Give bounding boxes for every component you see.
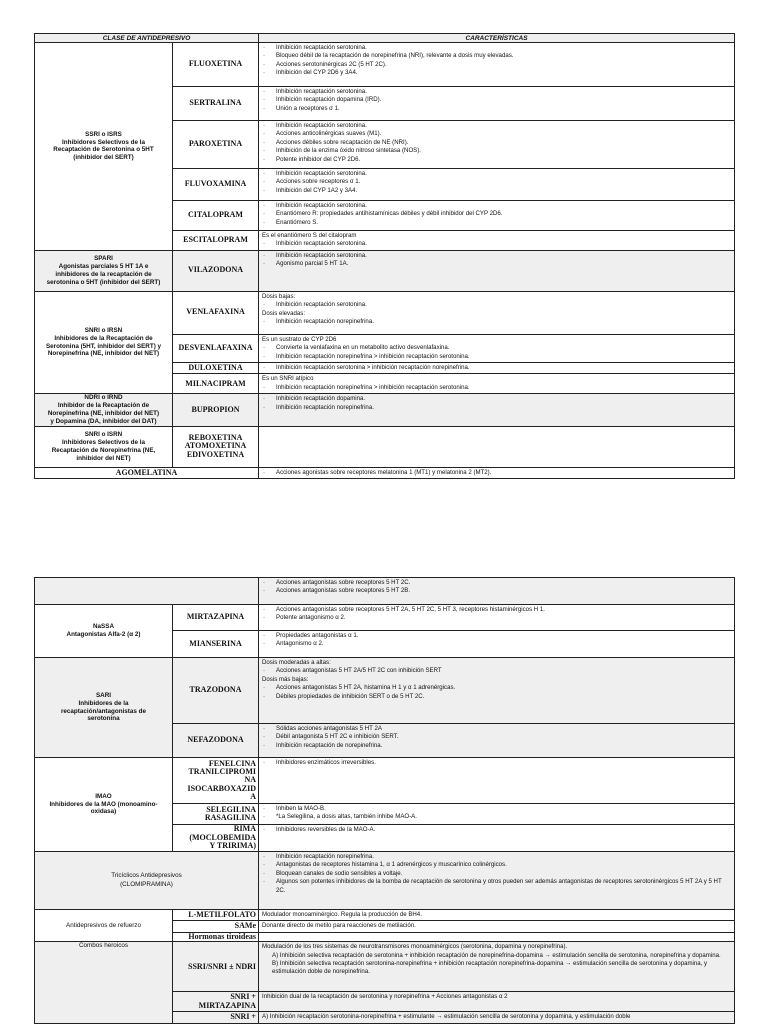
characteristic-item: · Inhibición recaptación serotonina > inhibición recaptación norepinefrina. bbox=[262, 364, 731, 372]
characteristic-item: · Acciones débiles sobre recaptación de NE (NRI). bbox=[262, 139, 731, 147]
drug-name bbox=[173, 363, 259, 374]
class-line: inhibidores de la recaptación de bbox=[55, 270, 152, 278]
class-line: Recaptación de Norepinefrina (NE, bbox=[51, 446, 156, 454]
drug-name-line: A bbox=[250, 792, 256, 802]
drug-name bbox=[173, 758, 259, 804]
characteristics-cell bbox=[259, 804, 735, 825]
drug-name-text: CITALOPRAM bbox=[188, 210, 243, 220]
class-line: Recaptación de Serotonina o 5HT bbox=[53, 146, 154, 154]
table-row bbox=[35, 910, 735, 921]
characteristic-item: · Débiles propiedades de inhibición SERT o de 5 HT 2C. bbox=[262, 693, 731, 701]
characteristic-item: · Inhibición recaptación norepinefrina. bbox=[262, 404, 731, 412]
characteristics-cell bbox=[259, 921, 735, 932]
class-line: Norepinefrina (NE, inhibidor del NET) bbox=[47, 350, 160, 358]
class-line: Norepinefrina (NE, inhibidor del NET) bbox=[47, 410, 160, 418]
class-line: oxidasa) bbox=[90, 808, 117, 816]
antidepressant-table-1 bbox=[34, 33, 735, 479]
characteristic-item: · Acciones sobre receptores σ 1. bbox=[262, 178, 731, 186]
class-cell bbox=[35, 43, 173, 251]
class-cell bbox=[35, 942, 173, 1023]
drug-name bbox=[173, 231, 259, 251]
characteristics-list bbox=[262, 344, 731, 361]
characteristics-cell bbox=[259, 231, 735, 251]
class-cell bbox=[35, 605, 173, 658]
drug-name bbox=[173, 804, 259, 825]
characteristics-list bbox=[262, 395, 731, 412]
characteristic-intro: Dosis más bajas: bbox=[262, 675, 309, 683]
characteristic-item: · Acciones anticolinérgicas suaves (M1). bbox=[262, 130, 731, 138]
characteristic-item: · Agonismo parcial 5 HT 1A. bbox=[262, 260, 731, 268]
drug-name-text: ESCITALOPRAM bbox=[183, 235, 248, 244]
class-line: Inhibidores de la MAO (monoamino- bbox=[49, 800, 158, 808]
characteristics-list bbox=[262, 684, 731, 701]
characteristic-item: · Inhibición recaptación norepinefrina. bbox=[262, 318, 731, 326]
drug-name bbox=[173, 658, 259, 724]
class-line: (inhibidor del SERT) bbox=[73, 154, 134, 162]
characteristic-line: Donante directo de metilo para reacciones de metilación. bbox=[262, 922, 416, 930]
class-line: NaSSA bbox=[93, 623, 114, 631]
drug-name bbox=[173, 631, 259, 658]
characteristics-cell bbox=[259, 363, 735, 374]
class-line: Inhibidores Selectivos de la bbox=[62, 439, 145, 447]
characteristic-item: · Inhibición recaptación serotonina. bbox=[262, 122, 731, 130]
drug-name bbox=[173, 921, 259, 932]
drug-name-text: DESVENLAFAXINA bbox=[178, 343, 253, 353]
drug-name bbox=[173, 426, 259, 467]
characteristic-item: · Antagonistas de receptores histamina 1, α 1 adrenérgicos y muscarínico colinérgicos. bbox=[262, 861, 731, 869]
characteristic-item: · Sólidas acciones antagonistas 5 HT 2A bbox=[262, 725, 731, 733]
characteristic-line: Modulador monoaminérgico. Regula la producción de BH4. bbox=[262, 911, 422, 918]
characteristic-item: · Acciones antagonistas sobre receptores 5 HT 2A, 5 HT 2C, 5 HT 3, receptores histaminérgicos H 1. bbox=[262, 606, 731, 614]
class-line: Inhibidores de la Recaptación de bbox=[54, 334, 153, 342]
drug-name-line: EDIVOXETINA bbox=[186, 450, 245, 460]
characteristics-cell bbox=[259, 605, 735, 631]
drug-name-text: L-METILFOLATO bbox=[188, 910, 256, 919]
characteristics-cell bbox=[259, 250, 735, 291]
drug-name-text: VENLAFAXINA bbox=[186, 307, 245, 317]
drug-name-line: NA bbox=[244, 775, 256, 785]
table-row bbox=[35, 942, 735, 992]
characteristics-list bbox=[262, 805, 731, 822]
characteristics-list bbox=[262, 384, 731, 392]
characteristics-cell bbox=[259, 942, 735, 992]
header-class: CLASE DE ANTIDEPRESIVO bbox=[35, 34, 259, 43]
drug-name-text: DULOXETINA bbox=[188, 362, 243, 372]
characteristic-item: · Acciones serotoninérgicas 2C (5 HT 2C). bbox=[262, 61, 731, 69]
drug-name-text: SAMe bbox=[234, 921, 256, 931]
class-line: Inhibidores Selectivos de la bbox=[62, 138, 145, 146]
drug-name bbox=[173, 291, 259, 334]
class-cell bbox=[35, 250, 173, 291]
characteristic-item: · Inhibición recaptación serotonina. bbox=[262, 44, 731, 52]
class-line: SSRI o ISRS bbox=[85, 130, 122, 138]
characteristic-item: · Bloquean canales de sodio sensibles a voltaje. bbox=[262, 870, 731, 878]
table-row bbox=[35, 394, 735, 426]
drug-name-text: SSRI/SNRI ± NDRI bbox=[188, 961, 256, 971]
drug-name-line: SELEGILINA bbox=[206, 804, 256, 814]
characteristic-intro: Es el enantiómero S del citalopram bbox=[262, 232, 357, 239]
characteristics-list bbox=[262, 826, 731, 834]
table-row bbox=[35, 250, 735, 291]
characteristics-list bbox=[262, 853, 731, 895]
drug-name bbox=[173, 87, 259, 121]
characteristics-cell bbox=[259, 334, 735, 362]
drug-name bbox=[173, 724, 259, 758]
characteristics-cell bbox=[259, 578, 735, 605]
drug-name-line: RIMA bbox=[233, 824, 256, 834]
characteristics-cell bbox=[259, 426, 735, 467]
class-line: SNRI o ISRN bbox=[84, 431, 123, 439]
characteristic-intro: Es un SNRI atípico bbox=[262, 375, 314, 383]
characteristics-cell bbox=[259, 467, 735, 478]
table-row bbox=[35, 467, 735, 478]
drug-name-text: MIANSERINA bbox=[189, 638, 242, 648]
class-line: IMAO bbox=[95, 792, 112, 800]
drug-name-line: TRANILCIPROMI bbox=[188, 766, 256, 776]
class-line: Inhibidores de la bbox=[78, 699, 129, 707]
characteristics-cell bbox=[259, 910, 735, 921]
characteristics-cell bbox=[259, 201, 735, 231]
drug-name bbox=[173, 374, 259, 394]
class-line: serotonina o 5HT (inhibidor del SERT) bbox=[46, 278, 161, 286]
class-line: Serotonina (5HT, inhibidor del SERT) y bbox=[45, 342, 162, 350]
characteristic-item: · Inhibición del CYP 1A2 y 3A4. bbox=[262, 187, 731, 195]
class-line: SPARI bbox=[94, 255, 113, 263]
characteristics-cell bbox=[259, 631, 735, 658]
characteristics-list bbox=[262, 202, 731, 227]
characteristics-list bbox=[262, 122, 731, 164]
characteristics-cell bbox=[259, 394, 735, 426]
characteristic-item: · Enantiómero S. bbox=[262, 219, 731, 227]
characteristics-list bbox=[262, 606, 731, 623]
drug-name-line: REBOXETINA bbox=[188, 432, 243, 442]
class-line: inhibidor del NET) bbox=[76, 454, 131, 462]
drug-name bbox=[173, 825, 259, 852]
characteristic-item: · *La Selegilina, a dosis altas, también inhibe MAO-A. bbox=[262, 813, 731, 821]
drug-name: AGOMELATINA bbox=[35, 467, 259, 478]
characteristic-item: · Inhiben la MAO-B. bbox=[262, 805, 731, 813]
characteristic-item: · Inhibición recaptación norepinefrina. bbox=[262, 853, 731, 861]
class-cell bbox=[35, 758, 173, 852]
drug-name bbox=[173, 169, 259, 201]
characteristic-item: · Inhibición recaptación serotonina. bbox=[262, 301, 731, 309]
class-cell bbox=[35, 394, 173, 426]
drug-name-line: FENELCINA bbox=[208, 758, 256, 768]
class-line: y Dopamina (DA, inhibidor del DAT) bbox=[50, 418, 157, 426]
class-line: SNRI o IRSN bbox=[84, 326, 123, 334]
drug-name-line: ISOCARBOXAZID bbox=[187, 783, 256, 793]
drug-name-text: FLUOXETINA bbox=[188, 59, 243, 69]
characteristic-item: · Antagonismo α 2. bbox=[262, 640, 731, 648]
characteristics-list bbox=[262, 252, 731, 269]
drug-name bbox=[173, 992, 259, 1012]
class-cell bbox=[35, 291, 173, 394]
drug-name bbox=[173, 1012, 259, 1023]
class-line: Antidepresivos de refuerzo bbox=[66, 921, 141, 929]
drug-name-text: PAROXETINA bbox=[188, 139, 243, 149]
characteristic-item: · Inhibición recaptación dopamina (IRD). bbox=[262, 96, 731, 104]
characteristics-cell bbox=[259, 992, 735, 1012]
characteristic-item: · Enantiómero R: propiedades antihistamínicas débiles y débil inhibidor del CYP 2D6. bbox=[262, 210, 731, 218]
characteristic-item: B) Inhibición selectiva recaptación serotonina-norepinefrina + inhibición recaptación norepinefrina-dopamina → estimulación sencilla de serotonina y dopamina, y estimulación doble de norepinefrina. bbox=[272, 960, 708, 976]
characteristic-item: · Débil antagonista 5 HT 2C e inhibición SERT. bbox=[262, 733, 731, 741]
characteristic-intro: Es un sustrato de CYP 2D6 bbox=[262, 335, 337, 343]
drug-name-text: NEFAZODONA bbox=[187, 735, 244, 745]
drug-name bbox=[173, 394, 259, 426]
drug-name-line: ATOMOXETINA bbox=[184, 441, 247, 451]
characteristic-intro: Dosis elevadas: bbox=[262, 309, 306, 317]
drug-name bbox=[173, 201, 259, 231]
characteristic-item: · Bloqueo débil de la recaptación de norepinefrina (NRI), relevante a dosis muy elevadas. bbox=[262, 52, 731, 60]
characteristic-item: · Inhibidores enzimáticos irreversibles. bbox=[262, 759, 731, 767]
characteristics-cell bbox=[259, 658, 735, 724]
characteristic-item: · Inhibición del CYP 2D6 y 3A4. bbox=[262, 69, 731, 77]
drug-name bbox=[173, 910, 259, 921]
drug-name-text: TRAZODONA bbox=[189, 685, 242, 695]
characteristics-cell bbox=[259, 724, 735, 758]
characteristic-item: · Inhibición de la enzima óxido nitroso sintetasa (NOS). bbox=[262, 147, 731, 155]
drug-name-line: SNRI + bbox=[230, 1012, 256, 1022]
class-cell bbox=[35, 910, 173, 942]
drug-name-text: MIRTAZAPINA bbox=[186, 612, 245, 622]
characteristics-cell bbox=[259, 169, 735, 201]
characteristics-list bbox=[262, 469, 731, 477]
drug-name bbox=[173, 942, 259, 992]
class-cell bbox=[35, 658, 173, 758]
characteristics-cell bbox=[259, 825, 735, 852]
drug-name-text: VILAZODONA bbox=[187, 265, 244, 275]
characteristic-item: · Potente inhibidor del CYP 2D6. bbox=[262, 156, 731, 164]
characteristic-item: · Acciones agonistas sobre receptores melatonina 1 (MT1) y melatonina 2 (MT2). bbox=[262, 469, 731, 477]
drug-name bbox=[173, 334, 259, 362]
class-line: Antagonistas Alfa-2 (α 2) bbox=[66, 631, 141, 638]
drug-name-text: FLUVOXAMINA bbox=[184, 179, 247, 189]
characteristics-list bbox=[262, 240, 731, 248]
class-line: Inhibidor de la Recaptación de bbox=[57, 402, 150, 410]
drug-name-text: SERTRALINA bbox=[189, 98, 242, 108]
drug-name-text: Hormonas tiroideas bbox=[188, 932, 256, 941]
characteristics-list bbox=[262, 579, 731, 596]
class-line: serotonina bbox=[87, 715, 120, 723]
characteristics-list bbox=[262, 44, 731, 78]
class-line: SARI bbox=[95, 691, 112, 699]
drug-name bbox=[173, 43, 259, 87]
characteristic-item: A) Inhibición selectiva recaptación de serotonina + inhibición recaptación de norepinefrina-dopamina → estimulación sencilla de serotonina, norepinefrina y dopamina. bbox=[272, 951, 721, 959]
characteristic-intro: Modulación de los tres sistemas de neurotransmisores monoaminérgicos (serotonina, dopamina y norepinefrina). bbox=[262, 943, 568, 951]
table-row bbox=[35, 605, 735, 631]
table-row bbox=[35, 426, 735, 467]
drug-name-line: MIRTAZAPINA bbox=[198, 1000, 256, 1010]
characteristic-item: · Inhibición recaptación serotonina. bbox=[262, 240, 731, 248]
drug-name bbox=[173, 121, 259, 169]
drug-name-line: (MOCLOBEMIDA bbox=[189, 832, 256, 842]
characteristic-intro: Dosis moderadas a altas: bbox=[262, 659, 331, 666]
characteristics-cell bbox=[259, 374, 735, 394]
drug-name-text: MILNACIPRAM bbox=[185, 378, 246, 388]
characteristics-list bbox=[262, 170, 731, 195]
header-row bbox=[35, 34, 735, 43]
table-row bbox=[35, 578, 735, 605]
characteristic-item: · Inhibición recaptación serotonina. bbox=[262, 170, 731, 178]
characteristic-line: A) Inhibición recaptación serotonina-norepinefrina + estimulante → estimulación sencilla de serotonina y dopamina, y estimulación doble bbox=[262, 1013, 631, 1021]
characteristics-list bbox=[262, 301, 731, 309]
characteristics-list bbox=[262, 632, 731, 649]
characteristic-item: · Convierte la venlafaxina en un metabolito activo desvenlafaxina. bbox=[262, 344, 731, 352]
characteristic-item: · Acciones antagonistas sobre receptores 5 HT 2B. bbox=[262, 587, 731, 595]
drug-name-line: RASAGILINA bbox=[204, 813, 256, 822]
characteristics-list bbox=[262, 952, 731, 977]
table-row bbox=[35, 852, 735, 910]
characteristics-cell bbox=[259, 43, 735, 87]
drug-name bbox=[173, 250, 259, 291]
drug-name-text: BUPROPION bbox=[191, 404, 240, 414]
characteristics-cell bbox=[259, 852, 735, 910]
characteristics-list bbox=[262, 667, 731, 675]
characteristic-line: Inhibición dual de la recaptación de serotonina y norepinefrina + Acciones antagonistas α 2 bbox=[262, 993, 508, 1001]
characteristics-cell bbox=[259, 87, 735, 121]
class-line: NDRI o IRND bbox=[84, 394, 123, 402]
characteristic-item: · Inhibición recaptación dopamina. bbox=[262, 395, 731, 403]
characteristic-item: · Acciones antagonistas 5 HT 2A, histamina H 1 y α 1 adrenérgicas. bbox=[262, 684, 731, 692]
characteristics-cell bbox=[259, 932, 735, 941]
characteristic-item: · Inhibición recaptación norepinefrina > inhibición recaptación serotonina. bbox=[262, 384, 731, 392]
characteristic-intro: Dosis bajas: bbox=[262, 292, 296, 300]
characteristic-item: · Inhibición recaptación serotonina. bbox=[262, 88, 731, 96]
characteristic-item: · Potente antagonismo α 2. bbox=[262, 614, 731, 622]
characteristics-list bbox=[262, 759, 731, 767]
table-row bbox=[35, 291, 735, 334]
empty-cell bbox=[35, 578, 259, 605]
characteristics-list bbox=[262, 318, 731, 326]
characteristics-cell bbox=[259, 1012, 735, 1023]
characteristics-cell bbox=[259, 121, 735, 169]
table-row bbox=[35, 658, 735, 724]
class-line: Tricíclicos Antidepresivos bbox=[111, 872, 182, 880]
characteristic-item: · Acciones antagonistas sobre receptores 5 HT 2C. bbox=[262, 579, 731, 587]
characteristic-item: · Inhibición recaptación serotonina. bbox=[262, 252, 731, 260]
drug-name-line: SNRI + bbox=[230, 992, 256, 1002]
characteristic-item: · Algunos son potentes inhibidores de la bomba de recaptación de serotonina y otros pueden ser además antagonistas de receptores serotoninérgicos 5 HT 2A y 5 HT 2C. bbox=[262, 878, 731, 895]
characteristic-item: · Inhibición recaptación norepinefrina > inhibición recaptación serotonina. bbox=[262, 353, 731, 361]
characteristics-cell bbox=[259, 758, 735, 804]
class-line: Combos heroicos bbox=[79, 942, 128, 950]
class-line: (CLOMIPRAMINA) bbox=[120, 880, 173, 888]
class-line: Agonistas parciales 5 HT 1A e bbox=[58, 262, 149, 270]
characteristic-item: · Inhibidores reversibles de la MAO-A. bbox=[262, 826, 731, 834]
characteristics-list bbox=[262, 88, 731, 113]
header-characteristics: CARACTERÍSTICAS bbox=[259, 34, 735, 43]
drug-name bbox=[173, 605, 259, 631]
characteristic-item: · Inhibición recaptación serotonina. bbox=[262, 202, 731, 210]
class-cell bbox=[35, 852, 259, 910]
characteristics-list bbox=[262, 364, 731, 372]
characteristic-item: · Propiedades antagonistas α 1. bbox=[262, 632, 731, 640]
antidepressant-table-2 bbox=[34, 577, 735, 1024]
characteristic-item: · Inhibición recaptación de norepinefrina. bbox=[262, 742, 731, 750]
table-row bbox=[35, 758, 735, 804]
table-row bbox=[35, 43, 735, 87]
characteristic-item: · Acciones antagonistas 5 HT 2A/5 HT 2C con inhibición SERT bbox=[262, 667, 731, 675]
drug-name-line: Y TRIRIMA) bbox=[209, 841, 256, 851]
characteristic-item: · Unión a receptores σ 1. bbox=[262, 105, 731, 113]
class-line: recaptación/antagonistas de bbox=[60, 707, 147, 715]
class-cell bbox=[35, 426, 173, 467]
drug-name bbox=[173, 932, 259, 941]
characteristics-list bbox=[262, 725, 731, 750]
characteristics-cell bbox=[259, 291, 735, 334]
